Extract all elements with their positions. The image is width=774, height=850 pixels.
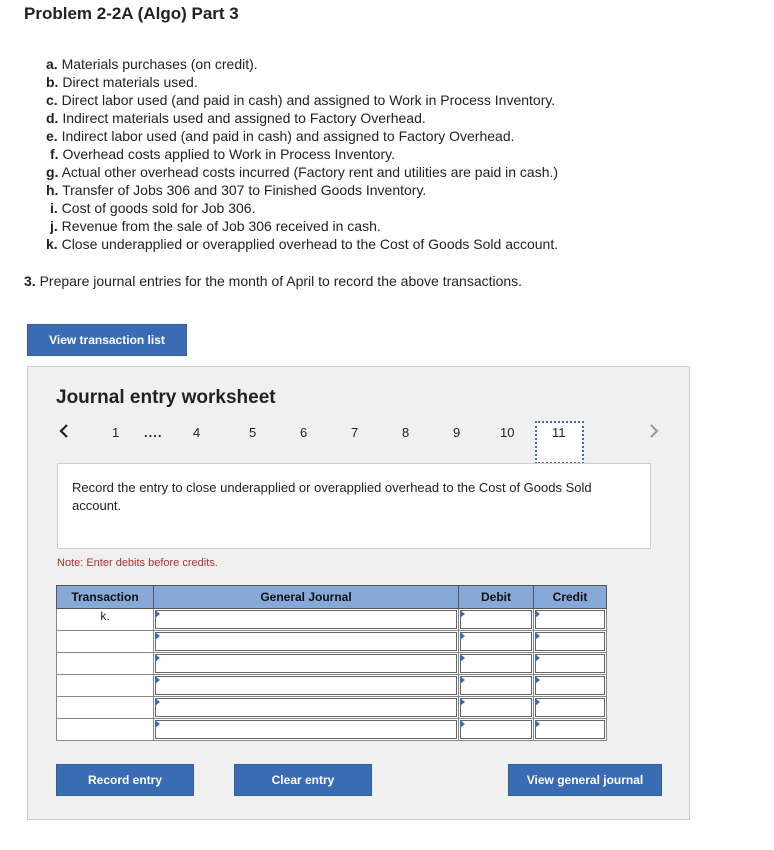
dropdown-indicator-icon <box>155 654 160 662</box>
chevron-left-icon[interactable] <box>58 423 70 444</box>
transaction-cell <box>57 653 154 675</box>
table-row <box>57 653 607 675</box>
page-title: Problem 2-2A (Algo) Part 3 <box>24 4 239 23</box>
table-header-row <box>57 586 607 609</box>
transaction-cell <box>57 631 154 653</box>
list-item: k. Close underapplied or overapplied overhead to the Cost of Goods Sold account. <box>46 236 559 252</box>
credit-input[interactable] <box>534 675 607 697</box>
header-debit: Debit <box>459 586 534 609</box>
question-text: Prepare journal entries for the month of April to record the above transactions. <box>39 273 523 289</box>
list-item: g. Actual other overhead costs incurred (Factory rent and utilities are paid in cash.) <box>46 164 559 180</box>
debit-input[interactable] <box>459 675 534 697</box>
list-item: a. Materials purchases (on credit). <box>46 56 258 72</box>
page-link-5[interactable]: 5 <box>249 425 257 440</box>
list-item: f. Overhead costs applied to Work in Process Inventory. <box>50 146 395 162</box>
credit-input[interactable] <box>534 697 607 719</box>
credit-input[interactable] <box>534 719 607 741</box>
chevron-right-icon[interactable] <box>648 423 660 444</box>
credit-input[interactable] <box>534 609 607 631</box>
account-select[interactable] <box>154 675 459 697</box>
dropdown-indicator-icon <box>535 632 540 640</box>
page-link-1[interactable]: 1 <box>112 425 120 440</box>
table-row <box>57 675 607 697</box>
dropdown-indicator-icon <box>535 610 540 618</box>
dropdown-indicator-icon <box>460 610 465 618</box>
journal-table <box>56 585 607 741</box>
header-credit: Credit <box>534 586 607 609</box>
journal-entry-worksheet <box>27 366 690 820</box>
page-link-4[interactable]: 4 <box>193 425 201 440</box>
page-ellipsis: .... <box>144 425 163 440</box>
account-select[interactable] <box>154 631 459 653</box>
transaction-cell: k. <box>57 609 154 631</box>
dropdown-indicator-icon <box>460 632 465 640</box>
record-entry-button[interactable]: Record entry <box>56 764 194 796</box>
dropdown-indicator-icon <box>535 698 540 706</box>
account-select[interactable] <box>154 719 459 741</box>
list-item: c. Direct labor used (and paid in cash) and assigned to Work in Process Inventory. <box>46 92 556 108</box>
debit-input[interactable] <box>459 609 534 631</box>
table-row <box>57 609 607 631</box>
page-link-10[interactable]: 10 <box>500 425 515 440</box>
transaction-cell <box>57 697 154 719</box>
page-link-7[interactable]: 7 <box>351 425 359 440</box>
transaction-list <box>46 55 558 253</box>
debit-input[interactable] <box>459 653 534 675</box>
credit-input[interactable] <box>534 653 607 675</box>
dropdown-indicator-icon <box>155 610 160 618</box>
dropdown-indicator-icon <box>460 698 465 706</box>
dropdown-indicator-icon <box>155 632 160 640</box>
transaction-cell <box>57 675 154 697</box>
worksheet-title: Journal entry worksheet <box>56 387 276 408</box>
question <box>24 273 522 289</box>
table-row <box>57 719 607 741</box>
debit-input[interactable] <box>459 631 534 653</box>
view-transaction-list-button[interactable]: View transaction list <box>27 324 187 356</box>
list-item: d. Indirect materials used and assigned to Factory Overhead. <box>46 110 426 126</box>
account-select[interactable] <box>154 697 459 719</box>
question-number: 3. <box>24 273 36 289</box>
list-item: e. Indirect labor used (and paid in cash) and assigned to Factory Overhead. <box>46 128 515 144</box>
dropdown-indicator-icon <box>155 720 160 728</box>
dropdown-indicator-icon <box>535 676 540 684</box>
page-link-9[interactable]: 9 <box>453 425 461 440</box>
dropdown-indicator-icon <box>460 720 465 728</box>
account-select[interactable] <box>154 653 459 675</box>
header-general-journal: General Journal <box>154 586 459 609</box>
dropdown-indicator-icon <box>155 676 160 684</box>
page-link-11[interactable]: 11 <box>552 425 566 440</box>
table-row <box>57 697 607 719</box>
page-link-8[interactable]: 8 <box>402 425 410 440</box>
clear-entry-button[interactable]: Clear entry <box>234 764 372 796</box>
dropdown-indicator-icon <box>535 720 540 728</box>
list-item: j. Revenue from the sale of Job 306 received in cash. <box>50 218 381 234</box>
credit-input[interactable] <box>534 631 607 653</box>
debit-input[interactable] <box>459 719 534 741</box>
dropdown-indicator-icon <box>460 654 465 662</box>
header-transaction: Transaction <box>57 586 154 609</box>
page-link-6[interactable]: 6 <box>300 425 308 440</box>
dropdown-indicator-icon <box>460 676 465 684</box>
debit-input[interactable] <box>459 697 534 719</box>
note-text: Note: Enter debits before credits. <box>57 557 218 569</box>
view-general-journal-button[interactable]: View general journal <box>508 764 662 796</box>
list-item: i. Cost of goods sold for Job 306. <box>50 200 256 216</box>
instruction-box: Record the entry to close underapplied or overapplied overhead to the Cost of Goods Sold account. <box>57 463 651 549</box>
dropdown-indicator-icon <box>155 698 160 706</box>
transaction-cell <box>57 719 154 741</box>
list-item: h. Transfer of Jobs 306 and 307 to Finished Goods Inventory. <box>46 182 427 198</box>
list-item: b. Direct materials used. <box>46 74 198 90</box>
dropdown-indicator-icon <box>535 654 540 662</box>
table-row <box>57 631 607 653</box>
account-select[interactable] <box>154 609 459 631</box>
